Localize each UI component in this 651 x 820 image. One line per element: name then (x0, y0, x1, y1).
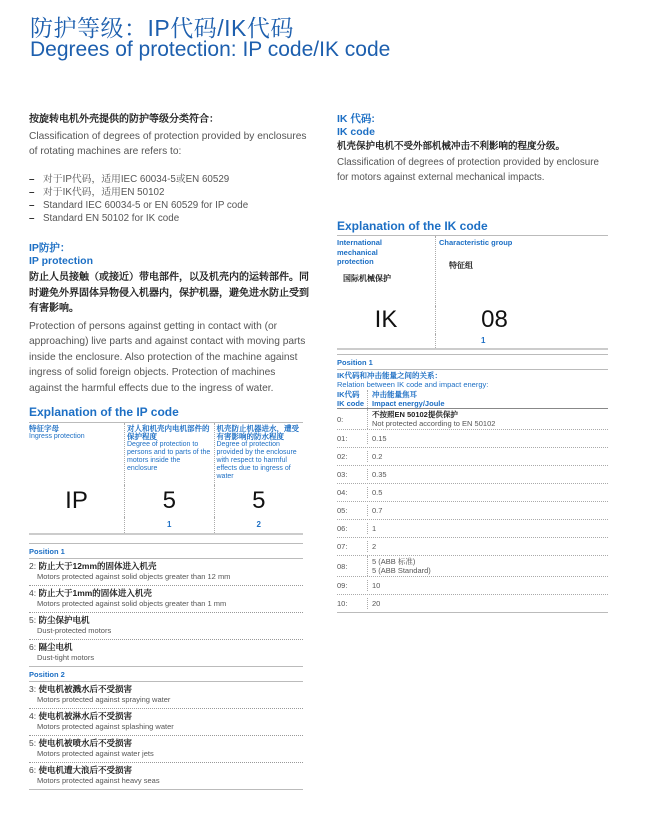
ip-col-letters-header (29, 423, 124, 485)
item-cn: 防尘保护电机 (38, 615, 90, 625)
item-num: 5: (29, 738, 37, 748)
item-en: Motors protected against heavy seas (37, 776, 160, 785)
ik-table-section (337, 354, 607, 613)
page-title-cn: 防护等级：IP代码/IK代码 (30, 15, 294, 41)
ik-row-code: 09: (337, 581, 348, 590)
ik-row-value: 0.7 (372, 506, 383, 515)
ip-positions (29, 543, 303, 790)
ik-col2-en: Characteristic group (439, 238, 513, 247)
ik-row-value-cell (367, 433, 608, 444)
item-num: 4: (29, 588, 37, 598)
ip-index1: 1 (124, 517, 214, 533)
item-num: 4: (29, 711, 37, 721)
ik-row-code: 03: (337, 470, 348, 479)
ik-digits: 08 (435, 306, 608, 334)
ik-table-row (337, 577, 608, 595)
item-cn: 使电机被溅水后不受损害 (38, 684, 132, 694)
ik-table-row (337, 409, 608, 430)
ik-col2-cn: 特征组 (449, 260, 473, 270)
ip-col-digit1-header (124, 423, 214, 485)
ik-head-code-en: IK code (337, 399, 365, 408)
ik-row-value-cell (367, 451, 608, 462)
item-cn: 隔尘电机 (38, 642, 73, 652)
ip-position-1 (29, 543, 303, 666)
item-num: 3: (29, 684, 37, 694)
standards-list (29, 173, 309, 225)
ik-row-value-cell (367, 541, 608, 552)
item-en: Motors protected against solid objects greater than 12 mm (37, 572, 231, 581)
item-cn: 防止大于1mm的固体进入机壳 (38, 588, 152, 598)
item-en: Motors protected against splashing water (37, 722, 174, 731)
item-cn: 使电机被淋水后不受损害 (38, 711, 132, 721)
ip-heading-en: IP protection (29, 255, 93, 267)
ip-col-letters-cn: 特征字母 (29, 424, 59, 433)
ik-row-value: 1 (372, 524, 377, 533)
ik-row-value: 0.2 (372, 452, 383, 461)
ip-protection-section (29, 242, 309, 396)
ip-heading-cn: IP防护： (29, 242, 71, 254)
ik-row-code: 07: (337, 542, 348, 551)
ik-row-value-cell (367, 487, 608, 498)
ip-digit1: 5 (124, 485, 214, 517)
ik-table-row (337, 484, 608, 502)
ip-index2: 2 (214, 517, 304, 533)
ik-table-row (337, 430, 608, 448)
ip-position-2 (29, 666, 303, 790)
item-num: 6: (29, 642, 37, 652)
ik-head-energy-cn: 冲击能量焦耳 (372, 390, 417, 399)
ip-col-digit2-cn: 机壳防止机器进水，遭受有害影响的防水程度 (216, 424, 299, 441)
ip-position-item (29, 585, 303, 612)
ik-row-code: 04: (337, 488, 348, 497)
intro-en: Classification of degrees of protection provided by enclosures of rotating machines are refers to: (29, 131, 307, 157)
ik-row-code: 10: (337, 599, 348, 608)
ik-col1-cn: 国际机械保护 (343, 273, 391, 283)
item-en: Motors protected against solid objects greater than 1 mm (37, 599, 227, 608)
item-en: Motors protected against spraying water (37, 695, 171, 704)
ik-row-code: 02: (337, 452, 348, 461)
ik-table-row (337, 595, 608, 613)
ik-col2-header (435, 236, 608, 306)
ik-heading-en: IK code (337, 126, 375, 138)
ik-table-row (337, 502, 608, 520)
item-cn: 使电机被喷水后不受损害 (38, 738, 132, 748)
ip-explanation-title: Explanation of the IP code (29, 405, 179, 419)
standards-item: – 对于IK代码，适用EN 50102 (29, 186, 309, 199)
ip-body-cn: 防止人员接触（或接近）带电部件，以及机壳内的运转部件。同时避免外界固体异物侵入机器内，保护机器，避免进水防止受到有害影响。 (29, 272, 309, 314)
ip-col-letters-en: Ingress protection (29, 433, 85, 440)
ik-col1-header (337, 236, 435, 306)
intro-section (29, 112, 309, 225)
ip-position-item (29, 708, 303, 735)
standards-item: – 对于IP代码，适用IEC 60034-5或EN 60529 (29, 173, 309, 186)
ik-table-row (337, 448, 608, 466)
intro-cn: 按旋转电机外壳提供的防护等级分类符合： (29, 114, 219, 125)
item-num: 6: (29, 765, 37, 775)
ik-table-header (337, 390, 608, 409)
ik-explanation-title: Explanation of the IK code (337, 219, 488, 233)
ik-col1-en: International mechanical protection (337, 238, 383, 266)
ip-col-digit1-cn: 对人和机壳内电机部件的保护程度 (127, 424, 210, 441)
ik-row-value-cell (367, 580, 608, 591)
item-cn: 使电机遭大浪后不受损害 (38, 765, 132, 775)
ip-position-item (29, 612, 303, 639)
ik-table (337, 354, 608, 613)
ik-relation-en: Relation between IK code and impact energy: (337, 380, 489, 389)
ip-code-grid (29, 422, 303, 535)
item-num: 2: (29, 561, 37, 571)
ip-col-digit1-en: Degree of protection to persons and to parts of the motors inside the enclosure (127, 441, 211, 472)
ik-row-value: 20 (372, 599, 381, 608)
ip-letters: IP (65, 487, 88, 514)
ip-explanation (29, 405, 309, 535)
ik-code-grid (337, 235, 608, 350)
ik-row-code: 0: (337, 414, 344, 424)
ip-position-item (29, 639, 303, 666)
ip-col-digit2-en: Degree of protection provided by the enclosure with respect to harmful effects due to ingress of water (216, 441, 297, 480)
ik-relation-cn: IK代码和冲击能量之间的关系： (337, 371, 442, 380)
ik-row-value-cell (367, 556, 608, 576)
ik-heading-cn: IK 代码: (337, 113, 375, 125)
item-num: 5: (29, 615, 37, 625)
ik-row-value-cell (367, 523, 608, 534)
ip-body-en: Protection of persons against getting in contact with (or approaching) live parts and against contact with moving parts inside the enclosure. Also protection of the machine against ingress of solid foreign objects. Protection of machines against the harmful effects due to the ingress of water. (29, 320, 306, 394)
ik-row-cn: 5 (ABB 标准) (372, 557, 416, 566)
ik-letters: IK (374, 306, 398, 333)
page-title-en: Degrees of protection: IP code/IK code (30, 38, 391, 61)
ip-position-item (29, 762, 303, 790)
ik-row-code: 06: (337, 524, 348, 533)
ik-row-cn: 不按照EN 50102提供保护 (372, 410, 458, 419)
ik-row-value: Not protected according to EN 50102 (372, 419, 496, 428)
ik-explanation (337, 219, 607, 350)
ip-col-digit2-header (214, 423, 304, 485)
ik-row-value: 2 (372, 542, 377, 551)
ik-row-value: 5 (ABB Standard) (372, 566, 431, 575)
ik-row-value-cell (367, 469, 608, 480)
ip-position-item (29, 735, 303, 762)
ik-body-en: Classification of degrees of protection provided by enclosure for motors against external mechanical impacts. (337, 156, 599, 183)
item-en: Motors protected against water jets (37, 749, 154, 758)
standards-item: – Standard IEC 60034-5 or EN 60529 for IP code (29, 199, 309, 212)
ik-row-code: 01: (337, 434, 348, 443)
ik-body-cn: 机壳保护电机不受外部机械冲击不利影响的程度分级。 (337, 141, 566, 152)
ik-table-row (337, 520, 608, 538)
ik-table-body (337, 409, 608, 613)
ik-row-value: 0.15 (372, 434, 387, 443)
ik-code-section (337, 113, 607, 186)
ip-digit2: 5 (214, 485, 304, 517)
ik-row-code: 05: (337, 506, 348, 515)
item-cn: 防止大于12mm的固体进入机壳 (38, 561, 157, 571)
ik-row-value-cell (367, 505, 608, 516)
ik-table-row (337, 556, 608, 577)
ip-position-item (29, 682, 303, 708)
ik-row-value-cell (367, 598, 608, 609)
ik-table-row (337, 538, 608, 556)
ik-row-value: 10 (372, 581, 381, 590)
ip-position-2-label: Position 2 (29, 670, 65, 679)
ik-table-row (337, 466, 608, 484)
ik-row-value: 0.35 (372, 470, 387, 479)
ik-row-value-cell (367, 409, 608, 429)
ik-head-energy-en: Impact energy/Joule (372, 399, 445, 408)
ip-position-item (29, 559, 303, 585)
item-en: Dust-protected motors (37, 626, 112, 635)
ik-index: 1 (435, 334, 608, 348)
item-en: Dust-tight motors (37, 653, 95, 662)
ik-row-code: 08: (337, 561, 348, 571)
ik-row-value: 0.5 (372, 488, 383, 497)
standards-item: – Standard EN 50102 for IK code (29, 212, 309, 225)
ik-position-label: Position 1 (337, 358, 373, 367)
ip-position-1-label: Position 1 (29, 547, 65, 556)
ik-head-code-cn: IK代码 (337, 390, 360, 399)
